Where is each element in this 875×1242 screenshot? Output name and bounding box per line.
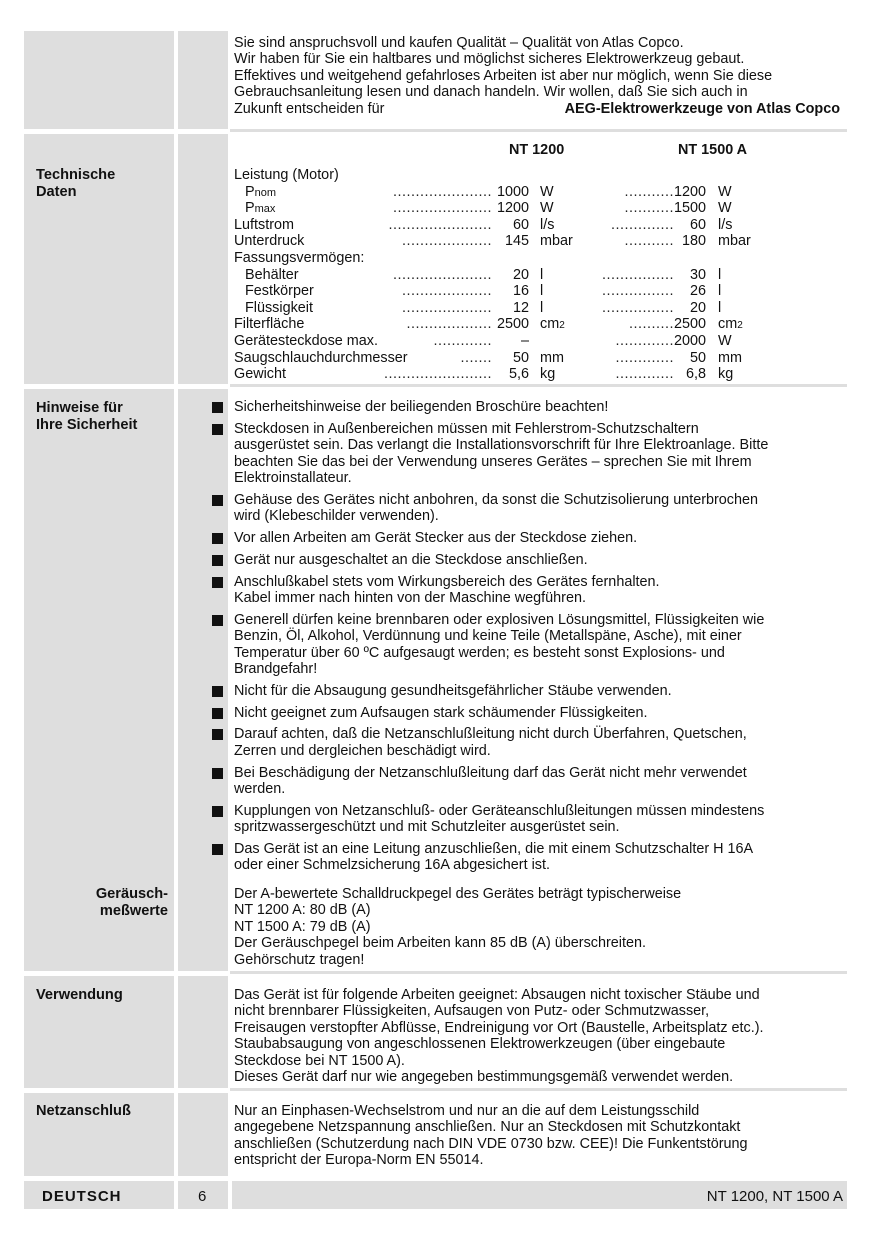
tech-row [234, 366, 846, 382]
safety-item [234, 492, 846, 525]
intro-line: Wir haben für Sie ein haltbares und möglichst sicheres Elektrowerkzeug gebaut. [234, 51, 745, 68]
unit-nt1500a: l [718, 283, 722, 300]
unit-nt1500a: W [718, 183, 732, 200]
usage-line: Das Gerät ist für folgende Arbeiten geeignet: Absaugen nicht toxischer Stäube und [234, 987, 760, 1003]
unit-nt1500a: mbar [718, 233, 751, 250]
value-nt1200: 20 [512, 266, 529, 283]
noise-line: NT 1500 A: 79 dB (A) [234, 918, 371, 935]
tech-row-label: Pmax [245, 200, 276, 217]
safety-item [234, 803, 846, 836]
square-bullet-icon [212, 806, 223, 817]
tech-row [234, 233, 846, 249]
safety-item-line: Vor allen Arbeiten am Gerät Stecker aus der Steckdose ziehen. [234, 530, 638, 547]
tech-row [234, 250, 846, 266]
tech-row-label: Gerätesteckdose max. [234, 333, 378, 349]
unit-superscript: 2 [737, 320, 743, 332]
tech-row [234, 200, 846, 216]
leader-dots: ................ [602, 266, 674, 283]
label-line: meßwerte [99, 903, 168, 919]
unit-nt1500a: l [718, 299, 722, 316]
leader-dots: ............. [433, 333, 492, 349]
safety-item [234, 612, 846, 678]
brand-name: AEG-Elektrowerkzeuge von Atlas Copco [564, 100, 840, 117]
unit-nt1200: l/s [540, 216, 555, 233]
unit-nt1500a: kg [718, 366, 734, 383]
noise-line: Der A-bewertete Schalldruckpegel des Gerätes beträgt typischerweise [234, 886, 682, 902]
intro-line: Sie sind anspruchsvoll und kaufen Qualität – Qualität von Atlas Copco. [234, 35, 684, 51]
value-nt1200: 145 [504, 233, 529, 250]
label-line: Geräusch- [95, 886, 168, 902]
unit-nt1200: W [540, 183, 554, 200]
value-nt1500a: 2500 [673, 316, 706, 333]
unit-nt1500a: cm2 [718, 316, 743, 333]
leader-dots: ............. [615, 333, 674, 349]
tech-row-label: Festkörper [245, 283, 314, 300]
separator-intro [230, 129, 847, 132]
usage-line: nicht brennbarer Flüssigkeiten, Aufsaugen von Putz- oder Schmutzwasser, [234, 1003, 710, 1020]
square-bullet-icon [212, 729, 223, 740]
margin-block-safety [178, 389, 228, 971]
value-nt1500a: 50 [689, 349, 706, 366]
unit-nt1500a: l/s [718, 216, 733, 233]
value-nt1500a: 6,8 [685, 366, 706, 383]
leader-dots: .......... [629, 316, 674, 333]
square-bullet-icon [212, 708, 223, 719]
label-line: Daten [36, 184, 77, 200]
intro-text [234, 35, 846, 117]
square-bullet-icon [212, 577, 223, 588]
unit-nt1200: l [540, 299, 544, 316]
unit-nt1200: W [540, 200, 554, 217]
safety-item-line: Bei Beschädigung der Netzanschlußleitung darf das Gerät nicht mehr verwendet [234, 764, 747, 781]
safety-item-line: ausgerüstet sein. Das verlangt die Installationsvorschrift für Ihre Elektroanlage. Bitte [234, 437, 769, 454]
leader-dots: ...................... [393, 266, 492, 283]
safety-item-line: spritzwassergeschützt und mit Schutzleiter ausgerüstet sein. [234, 819, 620, 836]
section-label-usage [36, 987, 123, 1004]
leader-dots: ...................... [393, 183, 492, 200]
column-header-nt1500a: NT 1500 A [678, 142, 748, 158]
mains-line: angegebene Netzspannung anschließen. Nur an Steckdosen mit Schutzkontakt [234, 1119, 741, 1136]
safety-item-line: Temperatur über 60 ºC aufgesaugt werden; es besteht sonst Explosions- und [234, 644, 725, 661]
tech-row [234, 184, 846, 200]
tech-row [234, 217, 846, 233]
safety-item [234, 726, 846, 759]
separator-usage [230, 1088, 847, 1091]
leader-dots: .................... [402, 233, 492, 250]
usage-text [234, 987, 846, 1085]
leader-dots: ................... [406, 316, 492, 333]
label-line: Verwendung [36, 987, 123, 1003]
unit-nt1200: mbar [540, 233, 573, 250]
unit-nt1200: l [540, 266, 544, 283]
safety-item-line: Generell dürfen keine brennbaren oder explosiven Lösungsmittel, Flüssigkeiten wie [234, 611, 765, 628]
tech-row-label: Flüssigkeit [245, 299, 313, 316]
tech-row-label: Pnom [245, 183, 277, 200]
mains-text [234, 1103, 846, 1169]
column-header-nt1200: NT 1200 [509, 142, 565, 158]
value-nt1500a: 20 [689, 299, 706, 316]
footer-models: NT 1200, NT 1500 A [706, 1188, 843, 1205]
safety-items [234, 399, 846, 874]
section-label-noise [36, 886, 168, 920]
value-nt1200: 2500 [496, 316, 529, 333]
label-line: Technische [36, 167, 116, 183]
safety-item-line: Steckdosen in Außenbereichen müssen mit Fehlerstrom-Schutzschaltern [234, 420, 699, 437]
footer-language: DEUTSCH [42, 1188, 122, 1205]
section-label-tech [36, 167, 115, 201]
safety-item-line: beachten Sie das bei der Verwendung unseres Gerätes – sprechen Sie mit Ihrem [234, 453, 752, 470]
intro-last-line [234, 101, 846, 117]
safety-item [234, 421, 846, 487]
unit-nt1500a: W [718, 200, 732, 217]
leader-dots: .................... [402, 299, 492, 316]
tech-row [234, 350, 846, 366]
safety-item-line: Darauf achten, daß die Netzanschlußleitung nicht durch Überfahren, Quetschen, [234, 726, 747, 743]
value-nt1200: 60 [512, 216, 529, 233]
separator-safety [230, 971, 847, 974]
safety-item [234, 765, 846, 798]
tech-row-label: Leistung (Motor) [234, 167, 339, 183]
leader-dots: ................ [602, 283, 674, 300]
square-bullet-icon [212, 615, 223, 626]
value-nt1200: 16 [512, 283, 529, 300]
safety-item-line: Kupplungen von Netzanschluß- oder Geräteanschlußleitungen müssen mindestens [234, 802, 765, 819]
leader-dots: ................ [602, 299, 674, 316]
value-nt1200: – [520, 333, 529, 349]
unit-nt1500a: W [718, 333, 732, 349]
square-bullet-icon [212, 686, 223, 697]
leader-dots: ...................... [393, 200, 492, 217]
safety-item-line: werden. [234, 781, 286, 798]
square-bullet-icon [212, 495, 223, 506]
safety-item-line: wird (Klebeschilder verwenden). [234, 508, 439, 525]
separator-tech [230, 384, 847, 387]
tech-row [234, 283, 846, 299]
page-number: 6 [198, 1188, 207, 1205]
safety-item [234, 399, 846, 415]
leader-dots: ........... [624, 183, 674, 200]
safety-item-line: Das Gerät ist an eine Leitung anzuschließen, die mit einem Schutzschalter H 16A [234, 841, 754, 858]
usage-line: Steckdose bei NT 1500 A). [234, 1052, 405, 1069]
leader-dots: ....................... [388, 216, 492, 233]
square-bullet-icon [212, 844, 223, 855]
tech-row [234, 300, 846, 316]
safety-item-line: Nicht für die Absaugung gesundheitsgefährlicher Stäube verwenden. [234, 682, 672, 699]
label-line: Netzanschluß [36, 1103, 131, 1119]
label-line: Hinweise für [36, 400, 123, 416]
intro-line: Zukunft entscheiden für [234, 100, 385, 117]
section-label-safety [36, 400, 137, 434]
unit-nt1200: cm2 [540, 316, 565, 333]
safety-item-line: Gehäuse des Gerätes nicht anbohren, da sonst die Schutzisolierung unterbrochen [234, 491, 758, 508]
safety-item [234, 683, 846, 699]
label-line: Ihre Sicherheit [36, 417, 138, 433]
value-nt1200: 5,6 [508, 366, 529, 383]
section-label-mains [36, 1103, 131, 1120]
mains-line: Nur an Einphasen-Wechselstrom und nur an die auf dem Leistungsschild [234, 1103, 700, 1119]
value-nt1500a: 60 [689, 216, 706, 233]
leader-dots: .............. [611, 216, 674, 233]
value-nt1500a: 26 [689, 283, 706, 300]
tech-row [234, 167, 846, 183]
square-bullet-icon [212, 424, 223, 435]
safety-item-line: Anschlußkabel stets vom Wirkungsbereich des Gerätes fernhalten. [234, 573, 660, 590]
tech-row-label: Saugschlauchdurchmesser [234, 349, 408, 366]
safety-item-line: Zerren und dergleichen beschädigt wird. [234, 742, 491, 759]
unit-superscript: 2 [559, 320, 565, 332]
square-bullet-icon [212, 768, 223, 779]
noise-text [234, 886, 846, 968]
margin-block-mains [178, 1093, 228, 1176]
usage-line: Freisaugen verstopfter Abflüsse, Endreinigung vor Ort (Baustelle, Arbeitsplatz etc.). [234, 1019, 764, 1036]
safety-item-line: Gerät nur ausgeschaltet an die Steckdose anschließen. [234, 551, 588, 568]
value-nt1500a: 180 [681, 233, 706, 250]
safety-item-line: Kabel immer nach hinten von der Maschine wegführen. [234, 590, 586, 607]
value-nt1200: 50 [512, 349, 529, 366]
tech-row [234, 316, 846, 332]
noise-line: Der Geräuschpegel beim Arbeiten kann 85 dB (A) überschreiten. [234, 935, 646, 952]
value-nt1500a: 1500 [673, 200, 706, 217]
safety-item-line: Benzin, Öl, Alkohol, Verdünnung und keine Teile (Metallspäne, Asche), mit einer [234, 628, 742, 645]
value-nt1200: 1000 [496, 183, 529, 200]
safety-item-line: Brandgefahr! [234, 661, 318, 678]
safety-item-line: oder einer Schmelzsicherung 16A abgesichert ist. [234, 857, 550, 874]
tech-row [234, 267, 846, 283]
safety-item-line: Elektroinstallateur. [234, 470, 352, 487]
margin-block-tech [178, 134, 228, 384]
unit-nt1200: kg [540, 366, 556, 383]
leader-dots: ........... [624, 233, 674, 250]
square-bullet-icon [212, 402, 223, 413]
safety-item-line: Nicht geeignet zum Aufsaugen stark schäumender Flüssigkeiten. [234, 704, 648, 721]
margin-block-intro [178, 31, 228, 129]
safety-item [234, 574, 846, 607]
intro-line: Effektives und weitgehend gefahrloses Arbeiten ist aber nur möglich, wenn Sie diese [234, 67, 773, 84]
mains-line: anschließen (Schutzerdung nach DIN VDE 0730 bzw. CEE)! Die Funkentstörung [234, 1135, 748, 1152]
usage-line: Staubabsaugung von angeschlossenen Elektrowerkzeugen (über eingebaute [234, 1036, 726, 1053]
unit-nt1200: mm [540, 349, 564, 366]
value-nt1200: 1200 [496, 200, 529, 217]
unit-nt1500a: mm [718, 349, 742, 366]
value-nt1200: 12 [512, 299, 529, 316]
tech-row-label: Behälter [245, 266, 299, 283]
unit-nt1200: l [540, 283, 544, 300]
leader-dots: .................... [402, 283, 492, 300]
noise-line: Gehörschutz tragen! [234, 951, 365, 968]
leader-dots: ........................ [384, 366, 492, 383]
tech-row-label: Unterdruck [234, 233, 305, 250]
safety-item [234, 552, 846, 568]
intro-line: Gebrauchsanleitung lesen und danach handeln. Wir wollen, daß Sie sich auch in [234, 84, 748, 101]
safety-item [234, 705, 846, 721]
usage-line: Dieses Gerät darf nur wie angegeben bestimmungsgemäß verwendet werden. [234, 1069, 734, 1086]
value-nt1500a: 1200 [673, 183, 706, 200]
safety-list [234, 399, 846, 879]
value-nt1500a: 30 [689, 266, 706, 283]
tech-row-label: Luftstrom [234, 216, 294, 233]
tech-row-label-sub: nom [254, 186, 277, 199]
square-bullet-icon [212, 533, 223, 544]
safety-item [234, 530, 846, 546]
margin-block-usage [178, 976, 228, 1088]
sidebar-block-intro [24, 31, 174, 129]
tech-row-label: Filterfläche [234, 316, 305, 333]
safety-item [234, 841, 846, 874]
tech-row-label: Fassungsvermögen: [234, 250, 365, 266]
mains-line: entspricht der Europa-Norm EN 55014. [234, 1152, 484, 1169]
leader-dots: ............. [615, 349, 674, 366]
tech-row [234, 333, 846, 349]
leader-dots: ........... [624, 200, 674, 217]
noise-line: NT 1200 A: 80 dB (A) [234, 902, 371, 919]
sidebar-block-safety [24, 389, 174, 971]
square-bullet-icon [212, 555, 223, 566]
leader-dots: ............. [615, 366, 674, 383]
tech-row-label: Gewicht [234, 366, 286, 383]
tech-row-label-sub: max [254, 203, 276, 216]
leader-dots: ....... [460, 349, 492, 366]
value-nt1500a: 2000 [673, 333, 706, 349]
safety-item-line: Sicherheitshinweise der beiliegenden Broschüre beachten! [234, 399, 609, 415]
unit-nt1500a: l [718, 266, 722, 283]
